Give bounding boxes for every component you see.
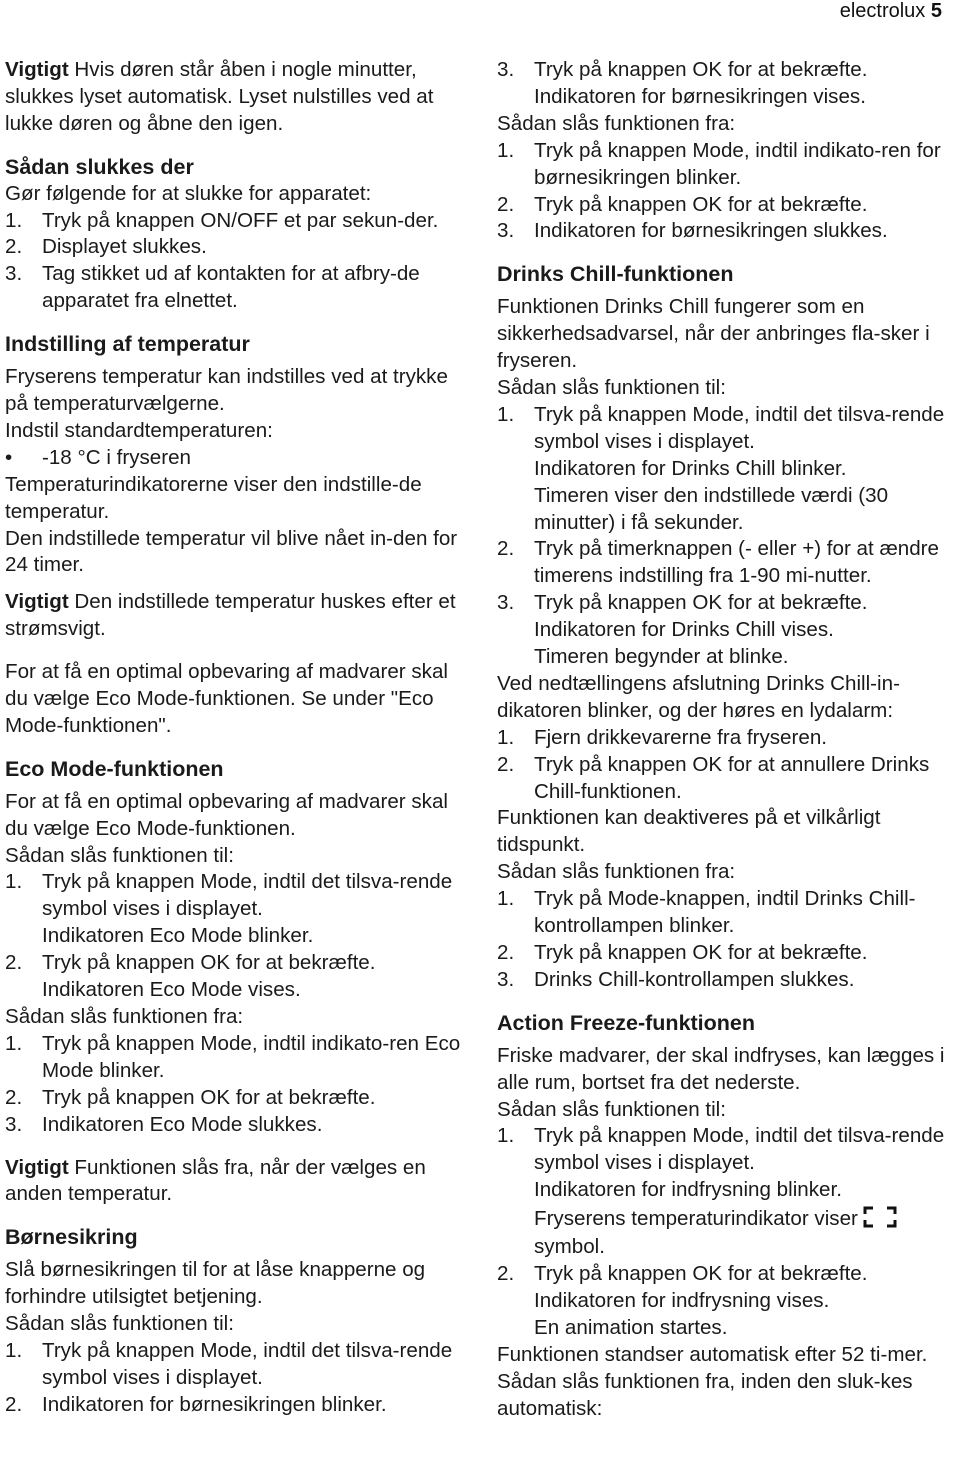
temp-paragraph: Den indstillede temperatur vil blive nået in-den for 24 timer. xyxy=(5,526,458,577)
page-header xyxy=(840,0,942,23)
list-item: 1. Tryk på Mode-knappen, indtil Drinks Chill-kontrollampen blinker. xyxy=(497,887,916,938)
section-title-action: Action Freeze-funktionen xyxy=(497,1010,756,1035)
list-subitem: Indikatoren for indfrysning blinker. xyxy=(534,1178,842,1202)
freeze-symbol-icon xyxy=(862,1205,898,1229)
list-item: 3. Tryk på knappen OK for at bekræfte. xyxy=(497,591,868,615)
section-title-drinks: Drinks Chill-funktionen xyxy=(497,262,734,287)
list-subitem: En animation startes. xyxy=(534,1315,728,1339)
list-item: 3. Indikatoren Eco Mode slukkes. xyxy=(5,1112,323,1136)
temp-paragraph: For at få en optimal opbevaring af madvarer skal du vælge Eco Mode-funktionen. Se under "Eco Mode-funktionen". xyxy=(5,660,448,737)
child-off-title: Sådan slås funktionen fra: xyxy=(497,111,736,135)
sluk-intro: Gør følgende for at slukke for apparatet: xyxy=(5,181,372,205)
temp-paragraph: Temperaturindikatorerne viser den indstille-de temperatur. xyxy=(5,472,422,523)
temp-paragraph: Indstil standardtemperaturen: xyxy=(5,418,273,442)
list-item: 2. Tryk på knappen OK for at bekræfte. xyxy=(497,941,868,964)
drinks-paragraph: Ved nedtællingens afslutning Drinks Chill-in-dikatoren blinker, og der høres en lydalarm: xyxy=(497,671,900,722)
temp-paragraph: Fryserens temperatur kan indstilles ved at trykke på temperaturvælgerne. xyxy=(5,365,448,415)
list-item: 2. Indikatoren for børnesikringen blinker. xyxy=(5,1392,387,1416)
list-item: 1. Tryk på knappen Mode, indtil det tilsva-rende symbol vises i displayet. xyxy=(5,1338,453,1389)
list-item: 2. Displayet slukkes. xyxy=(5,235,207,259)
list-subitem: Timeren viser den indstillede værdi (30 minutter) i få sekunder. xyxy=(534,483,889,534)
drinks-off-title: Sådan slås funktionen fra: xyxy=(497,860,736,884)
list-subitem: Indikatoren for indfrysning vises. xyxy=(534,1288,830,1312)
list-item: 1. Fjern drikkevarerne fra fryseren. xyxy=(497,725,827,749)
list-item: 1. Tryk på knappen Mode, indtil indikato-ren Eco Mode blinker. xyxy=(5,1031,461,1082)
list-item: 1. Tryk på knappen Mode, indtil det tilsva-rende symbol vises i displayet. xyxy=(497,402,945,453)
list-subitem: Indikatoren for Drinks Chill vises. xyxy=(534,618,834,642)
action-paragraph: Friske madvarer, der skal indfryses, kan lægges i alle rum, bortset fra det nederste. xyxy=(497,1043,945,1094)
list-item: 3. Drinks Chill-kontrollampen slukkes. xyxy=(497,967,855,991)
list-item: 2. Tryk på knappen OK for at annullere Drinks Chill-funktionen. xyxy=(497,752,930,803)
section-title-eco: Eco Mode-funktionen xyxy=(5,756,224,781)
eco-on-title: Sådan slås funktionen til: xyxy=(5,843,234,867)
list-subitem: symbol. xyxy=(534,1235,605,1259)
eco-off-title: Sådan slås funktionen fra: xyxy=(5,1005,244,1028)
list-item: 3. Tag stikket ud af kontakten for at afbry-de apparatet fra elnettet. xyxy=(5,262,420,313)
list-subitem: Timeren begynder at blinke. xyxy=(534,645,789,669)
list-item: 3. Indikatoren for børnesikringen slukkes. xyxy=(497,219,888,243)
page-number: 5 xyxy=(930,0,942,22)
action-paragraph: Sådan slås funktionen fra, inden den sluk-kes automatisk: xyxy=(497,1369,913,1420)
list-item: 2. Tryk på timerknappen (- eller +) for at ændre timerens indstilling fra 1-90 mi-nutter. xyxy=(497,537,939,588)
eco-paragraph: For at få en optimal opbevaring af madvarer skal du vælge Eco Mode-funktionen. xyxy=(5,789,448,840)
left-column xyxy=(5,57,475,1419)
list-subitem: Indikatoren for børnesikringen vises. xyxy=(534,84,866,108)
important-note: Vigtigt Funktionen slås fra, når der vælges en anden temperatur. xyxy=(5,1155,426,1206)
bullet-item: • -18 °C i fryseren xyxy=(5,445,192,469)
list-subitem: Indikatoren for Drinks Chill blinker. xyxy=(534,456,847,480)
important-label: Vigtigt xyxy=(5,58,69,81)
list-item: 3. Tryk på knappen OK for at bekræfte. xyxy=(497,58,868,81)
action-on-title: Sådan slås funktionen til: xyxy=(497,1097,726,1121)
list-subitem: Fryserens temperaturindikator viser xyxy=(497,1204,957,1234)
list-item: 2. Tryk på knappen OK for at bekræfte. xyxy=(497,192,868,216)
child-paragraph: Slå børnesikringen til for at låse knapperne og forhindre utilsigtet betjening. xyxy=(5,1258,426,1309)
drinks-paragraph: Funktionen kan deaktiveres på et vilkårligt tidspunkt. xyxy=(497,806,881,857)
important-note xyxy=(5,57,475,138)
important-note: Vigtigt Den indstillede temperatur huskes efter et strømsvigt. xyxy=(5,590,456,641)
right-column xyxy=(497,57,957,1423)
list-subitem: Indikatoren Eco Mode blinker. xyxy=(42,924,314,948)
section-title-child: Børnesikring xyxy=(5,1225,138,1250)
list-item: 2. Tryk på knappen OK for at bekræfte. xyxy=(497,1262,868,1286)
list-item: 2. Tryk på knappen OK for at bekræfte. xyxy=(5,951,376,975)
list-subitem: Indikatoren Eco Mode vises. xyxy=(42,978,301,1002)
drinks-paragraph: Funktionen Drinks Chill fungerer som en sikkerhedsadvarsel, når der anbringes fla-sker i fryseren. xyxy=(497,295,930,373)
brand-name: electrolux xyxy=(839,0,926,22)
list-item: 1. Tryk på knappen ON/OFF et par sekun-der. xyxy=(5,208,439,232)
action-paragraph: Funktionen standser automatisk efter 52 ti-mer. xyxy=(497,1342,928,1366)
child-on-title: Sådan slås funktionen til: xyxy=(5,1312,234,1336)
list-item: 1. Tryk på knappen Mode, indtil indikato-ren for børnesikringen blinker. xyxy=(497,138,941,189)
list-item: 1. Tryk på knappen Mode, indtil det tilsva-rende symbol vises i displayet. xyxy=(5,870,453,921)
list-item: 2. Tryk på knappen OK for at bekræfte. xyxy=(5,1085,376,1109)
list-item: 1. Tryk på knappen Mode, indtil det tilsva-rende symbol vises i displayet. xyxy=(497,1124,945,1175)
drinks-on-title: Sådan slås funktionen til: xyxy=(497,375,726,399)
section-title-temp: Indstilling af temperatur xyxy=(5,332,250,357)
section-title-sluk: Sådan slukkes der xyxy=(5,154,194,179)
important-text: Hvis døren står åben i nogle minutter, slukkes lyset automatisk. Lyset nulstilles ved at lukke døren og åbne den igen. xyxy=(5,58,434,135)
